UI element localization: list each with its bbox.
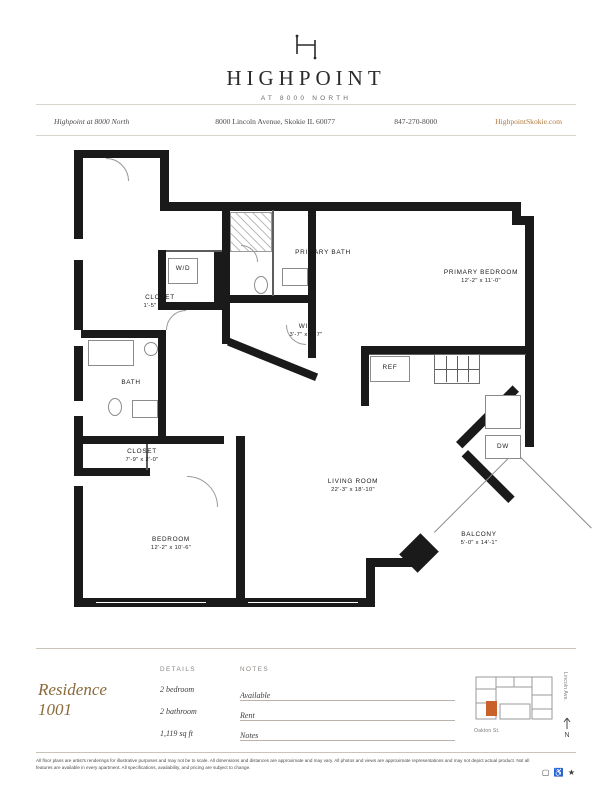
equal-housing-icon: ▢ [541,768,551,777]
room-name: BATH [121,379,141,386]
room-name: LIVING ROOM [327,478,379,485]
keymap-street-oakton: Oakton St. [474,728,500,734]
property-info-bar [36,111,576,131]
building-keymap [470,668,576,742]
wall [160,150,169,210]
info-website-link[interactable]: HighpointSkokie.com [495,116,563,126]
vanity [282,268,308,286]
vanity [132,400,158,418]
room-name: CLOSET [145,294,175,301]
window [96,602,206,603]
info-address: 8000 Lincoln Avenue, Skokie IL 60077 [215,116,336,126]
room-label-wic [266,322,346,340]
note-label: Rent [240,711,255,720]
room-label-primary-bath [284,248,362,257]
note-write-line [240,720,455,721]
toilet [108,398,122,416]
wall [74,150,169,158]
footer-divider-top [36,648,576,649]
shower-hatch [230,212,272,252]
header-divider-bottom [36,135,576,136]
wall [74,346,83,401]
details-column [160,666,240,751]
details-heading: DETAILS [160,666,196,673]
header-divider-top [36,104,576,105]
room-dimensions: 3'-7" x 6'-7" [289,332,323,338]
wall [74,468,150,476]
window [248,602,358,603]
note-write-line [240,740,455,741]
room-label-closet-1 [116,293,204,311]
room-name: CLOSET [127,448,157,455]
brand-header [0,34,612,102]
note-write-line [240,700,455,701]
wall [166,250,222,252]
room-dimensions: 12'-2" x 11'-0" [461,278,501,284]
wall [74,150,83,207]
residence-label: Residence [38,680,107,699]
balcony-rail [513,450,591,528]
brand-tagline: AT 8000 NORTH [260,95,352,102]
sink-cabinet [485,395,521,429]
footer-divider-bottom [36,752,576,753]
wall [366,346,526,354]
room-label-balcony [434,530,524,548]
note-label: Available [240,691,271,700]
notes-column [240,666,455,745]
room-dimensions: 7'-9" x 2'-0" [125,457,159,463]
room-label-wd [166,264,200,273]
room-label-bath [101,378,161,387]
room-dimensions: 12'-2" x 10'-6" [150,545,192,551]
wall [366,565,375,607]
wall [214,250,222,310]
appliance-label-ref [370,363,410,372]
appliance-name: REF [382,364,398,371]
star-icon: ★ [567,768,576,777]
door-swing [156,476,218,538]
wall [74,486,83,606]
door-swing [83,158,129,204]
room-dimensions: 1'-5" x 3'-5" [143,303,177,309]
room-name: BEDROOM [152,536,190,543]
h-monogram-icon [293,34,319,60]
wall [74,207,83,239]
wall [361,346,369,406]
appliance-label-dw [486,442,520,451]
room-name: WIC [298,323,314,330]
wall [272,210,274,296]
room-label-closet-2 [98,447,186,465]
wall [74,260,83,330]
floorplan-drawing [36,150,576,640]
north-label: N [564,732,570,739]
keymap-street-lincoln: Lincoln Ave. [562,672,568,702]
accessibility-icon: ♿ [553,768,565,777]
wall [160,202,520,211]
wall [525,216,534,361]
notes-heading: NOTES [240,666,270,673]
note-row-notes[interactable] [240,725,455,745]
north-arrow-icon [562,716,572,730]
room-label-living-room [298,477,408,495]
wall [236,450,245,600]
info-property-name: Highpoint at 8000 North [54,116,130,126]
bathtub [88,340,134,366]
room-name: BALCONY [461,531,497,538]
appliance-name: DW [496,443,510,450]
keymap-unit-highlight [486,701,497,716]
detail-square-feet: 1,119 sq ft [160,729,193,738]
keymap-north-indicator [562,716,572,739]
room-name: W/D [175,265,191,272]
residence-title [38,680,158,720]
room-name: PRIMARY BATH [295,249,351,256]
detail-bathrooms: 2 bathroom [160,707,197,716]
room-dimensions: 5'-0" x 14'-1" [460,540,498,546]
sink [144,342,158,356]
wall [222,210,230,305]
wall [525,361,534,447]
residence-number: 1001 [38,700,72,719]
toilet [254,276,268,294]
room-label-primary-bedroom [426,268,536,286]
room-name: PRIMARY BEDROOM [443,269,519,276]
note-label: Notes [240,731,259,740]
detail-bedrooms: 2 bedroom [160,685,195,694]
room-label-bedroom [116,535,226,553]
range-detail [435,369,479,370]
wall [230,295,308,303]
fair-housing-icons [542,768,576,777]
wall [308,210,316,310]
wall [236,436,245,452]
brand-name: HIGHPOINT [226,66,386,90]
wall [74,436,224,444]
legal-disclaimer: All floor plans are artist's renderings for illustrative purposes and may not be to scale. All dimensions and distances are approximate and may vary. All photos and views are approximate representations and may not depict actual product. Not all features are available in every apartment. All specifications, availability, and pricing are subject to change. [36,758,530,770]
note-row-available[interactable] [240,685,455,705]
door-swing [166,310,206,350]
wall [81,330,161,338]
info-phone: 847-270-8000 [394,116,438,126]
room-dimensions: 22'-3" x 18'-10" [331,487,375,493]
note-row-rent[interactable] [240,705,455,725]
